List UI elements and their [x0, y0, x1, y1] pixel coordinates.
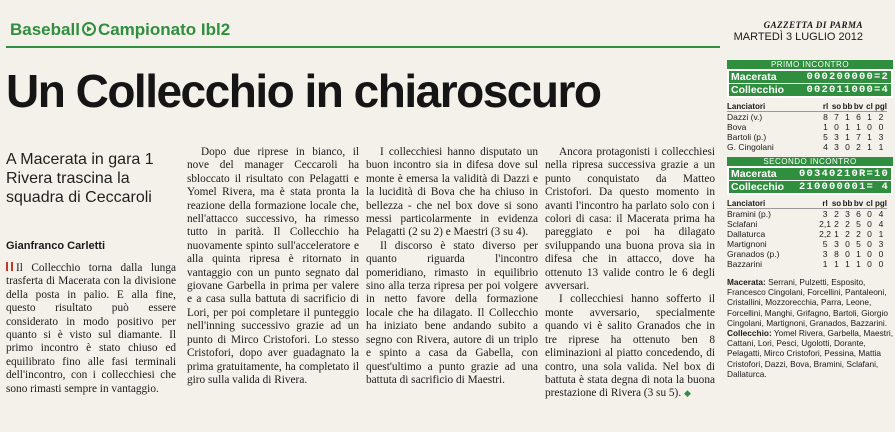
stat-cell: 1	[856, 259, 861, 269]
column-header: cl	[864, 199, 875, 209]
team-name: Macerata	[729, 71, 793, 83]
team-name: Macerata	[729, 168, 793, 180]
table-row	[727, 209, 887, 220]
stat-cell: 2	[856, 229, 861, 239]
stat-cell: 3	[845, 209, 850, 219]
table-row	[727, 229, 887, 239]
column-header: Lanciatori	[727, 199, 819, 209]
stat-cell: 3	[822, 209, 828, 219]
stat-cell: 2	[845, 229, 850, 239]
stat-cell: 0	[845, 249, 850, 259]
table-row	[727, 239, 887, 249]
article-column-3	[366, 146, 538, 387]
stat-cell: 5	[856, 219, 861, 229]
stat-cell: 2,2	[819, 229, 831, 239]
stat-cell: 1	[878, 142, 884, 152]
stat-cell: 5	[856, 239, 861, 249]
column-header: bb	[842, 199, 853, 208]
column-header: cl	[864, 102, 875, 112]
article-column-2	[187, 146, 359, 387]
end-diamond-icon: ◆	[683, 388, 691, 399]
stat-cell: 0	[834, 122, 839, 132]
stat-cell: 1	[856, 249, 861, 259]
table-row	[727, 142, 887, 152]
stat-cell: 0	[867, 249, 872, 259]
pitcher-name: Bartoli (p.)	[727, 132, 767, 142]
roster-label: Collecchio:	[727, 328, 772, 339]
stat-cell: 4	[878, 219, 884, 229]
pitcher-name: Granados (p.)	[727, 249, 780, 259]
scoreboard-row	[729, 71, 891, 83]
stat-cell: 2	[878, 112, 884, 122]
page-header	[0, 0, 895, 50]
table-row	[727, 122, 887, 132]
roster-names: Yomel Rivera, Garbella, Maestri, Cattani, Lori, Pesci, Ugolotti, Dorante, Pelagatti, Mirco Cristofori, Pessina, Mattia Cristofori, Dazzi, Bova, Bramini, Sclafani, Dallaturca.	[727, 328, 893, 379]
stat-cell: 3	[878, 239, 884, 249]
team-name: Collecchio	[729, 84, 793, 96]
stat-cell: 3	[834, 239, 839, 249]
game-1-scoreboard	[727, 69, 893, 98]
game-2-scoreboard	[727, 166, 893, 195]
section-label: Baseball	[10, 20, 80, 39]
stat-cell: 1	[822, 259, 828, 269]
stat-cell: 8	[823, 112, 828, 122]
stat-cell: 0	[878, 249, 884, 259]
stat-cell: 1	[845, 122, 850, 132]
stat-cell: 0	[878, 122, 884, 132]
issue-date: MARTEDÌ 3 LUGLIO 2012	[733, 31, 863, 43]
stat-cell: 1	[834, 229, 839, 239]
stat-cell: 7	[856, 132, 861, 142]
stat-cell: 0	[878, 259, 884, 269]
stat-cell: 1	[845, 112, 850, 122]
stat-cell: 4	[878, 209, 884, 219]
article-column-1	[6, 262, 176, 396]
pitchers-table	[727, 102, 887, 152]
macerata-roster	[727, 277, 893, 328]
table-row	[727, 132, 887, 142]
game-1-pitcher-rows	[727, 112, 887, 153]
scoreboard-row	[729, 168, 891, 180]
column-header: bb	[842, 102, 853, 111]
table-header	[727, 102, 887, 112]
stat-cell: 4	[823, 142, 828, 152]
pitcher-name: Bazzarini	[727, 259, 762, 269]
stat-cell: 1	[856, 122, 861, 132]
column-3-paragraph-2: Il discorso è stato diverso per quanto riguarda l'incontro pomeridiano, rimasto in equilibrio sino alla terza ripresa per poi volgere in netto favore della formazione locale che ha dilagato. Il Collecchio ha iniziato bene andando subito a segno con Rivera, autore di un triplo e spinto a casa da Gabella, con quest'ultimo a punto grazie ad una battuta di sacrificio di Maestri.	[366, 239, 538, 386]
pitchers-table	[727, 199, 887, 269]
table-row	[727, 219, 887, 229]
column-3-paragraph-1: I collecchiesi hanno disputato un buon incontro sia in difesa dove sul monte è emersa la validità di Dazzi e la lucidità di Bova che ha chiuso in bellezza - che nel box dove si sono messi particolarmente in evidenza Pelagatti (2 su 2) e Maestri (3 su 4).	[366, 146, 538, 239]
team-name: Collecchio	[729, 181, 793, 193]
stat-cell: 0	[867, 239, 872, 249]
stat-cell: 6	[856, 209, 861, 219]
section-title	[10, 20, 230, 40]
column-header: pgl	[875, 199, 887, 208]
header-rule	[6, 46, 720, 48]
column-header: Lanciatori	[727, 102, 820, 112]
stat-cell: 1	[878, 229, 884, 239]
table-row	[727, 259, 887, 269]
column-header: rl	[820, 102, 831, 112]
rosters	[727, 277, 893, 379]
roster-label: Macerata:	[727, 277, 766, 287]
stat-cell: 0	[845, 239, 850, 249]
stat-cell: 0	[867, 229, 872, 239]
subsection-label: Campionato Ibl2	[97, 20, 231, 39]
stat-cell: 1	[845, 132, 850, 142]
stat-cell: 3	[878, 132, 884, 142]
game-2-pitcher-rows	[727, 209, 887, 270]
headline: Un Collecchio in chiaroscuro	[6, 65, 601, 117]
author-byline: Gianfranco Carletti	[6, 240, 106, 252]
stat-cell: 1	[834, 259, 839, 269]
stat-cell: 8	[834, 249, 839, 259]
roster-names: Serrani, Pulzetti, Esposito, Francesco Cingolani, Forcellini, Pantaleoni, Cristallini, Mozzorecchia, Parra, Leone, Forcellini, Manghi, Grifagno, Bartoli, Giorgio Cingolani, Martignoni, Granados, Bazzarini.	[727, 277, 888, 328]
column-header: so	[831, 102, 842, 111]
subheadline: A Macerata in gara 1 Rivera trascina la squadra di Ceccaroli	[6, 151, 154, 206]
stat-cell: 1	[867, 142, 872, 152]
pitcher-name: Dazzi (v.)	[727, 112, 763, 122]
stat-cell: 0	[845, 142, 850, 152]
stat-cell: 1	[845, 259, 850, 269]
arrow-icon	[82, 22, 96, 36]
stat-cell: 3	[822, 249, 828, 259]
line-score: 210000001= 4	[793, 181, 891, 193]
stat-cell: 3	[834, 132, 839, 142]
stat-cell: 0	[867, 209, 872, 219]
newspaper-name: GAZZETTA DI PARMA	[763, 20, 863, 30]
column-2-text: Dopo due riprese in bianco, il nove del manager Ceccaroli ha sbloccato il risultato con Pelagatti e Yomel Rivera, ma è stata pronta la reazione della formazione locale che, nell'attacco successivo, ha rimesso tutto in parità. Il Collecchio ha nuovamente spinto sull'acceleratore e alla quinta ripresa è ritornato in vantaggio con un punto segnato dal giovane Garbella in prima per valere e a casa sulla battuta di sacrificio di Lori, per poi completare il punteggio nell'inning successivo grazie ad un punto di Mirco Cristofori. Lo stesso Cristofori, dopo aver guadagnato la prima gratuitamente, ha completato il giro sulla valida di Rivera.	[187, 146, 359, 386]
table-row	[727, 249, 887, 259]
box-score	[727, 60, 893, 426]
column-4-paragraph-1: Ancora protagonisti i collecchiesi nella ripresa successiva grazie a un punto conquistato da Matteo Cristofori. Da questo momento in avanti l'incontro ha parlato solo con i colori di casa: il Macerata prima ha pareggiato e poi ha dilagato sviluppando una buona prova sia in difesa che in attacco, dove ha ottenuto 13 valide contro le 6 degli avversari.	[545, 146, 715, 293]
pitcher-name: Bova	[727, 122, 747, 132]
scoreboard-row	[729, 181, 891, 193]
stat-cell: 5	[823, 132, 828, 142]
stat-cell: 0	[867, 259, 872, 269]
column-1-text: Il Collecchio torna dalla lunga trasferta di Macerata con la divisione della posta in palio. E alla fine, questo risultato può essere considerato in modo positivo per quanto si è visto sul diamante. Il primo incontro è stato chiuso ed equilibrato fino alle fasi terminali dell'incontro, con i collecchiesi che sono rimasti sempre in vantaggio.	[6, 262, 176, 395]
pitcher-name: G. Cingolani	[727, 142, 774, 152]
stat-cell: 1	[867, 112, 872, 122]
column-header: bv	[853, 199, 864, 208]
pitcher-name: Martignoni	[727, 239, 767, 249]
column-4-paragraph-2: I collecchiesi hanno sofferto il monte avversario, specialmente quando vi è salito Granados che in tre riprese ha ottenuto ben 8 eliminazioni al piatto concedendo, di contro, una sola valida. Nel box di battuta è stata degna di nota la buona prestazione di Rivera (3 su 5).	[545, 293, 715, 400]
stat-cell: 2	[856, 142, 861, 152]
game-1-pitchers	[727, 102, 893, 152]
column-header: bv	[853, 102, 864, 111]
game-2-pitchers	[727, 199, 893, 269]
pitcher-name: Sclafani	[727, 219, 758, 229]
paragraph-marker-icon	[6, 262, 13, 271]
game-2-label: SECONDO INCONTRO	[727, 157, 893, 166]
column-header: so	[831, 199, 842, 208]
column-header: pgl	[875, 102, 887, 111]
stat-cell: 3	[834, 142, 839, 152]
pitcher-name: Dallaturca	[727, 229, 766, 239]
collecchio-roster	[727, 328, 893, 379]
stat-cell: 2	[845, 219, 850, 229]
column-header: rl	[819, 199, 831, 209]
stat-cell: 2	[834, 219, 839, 229]
stat-cell: 1	[823, 122, 828, 132]
table-row	[727, 112, 887, 123]
stat-cell: 6	[856, 112, 861, 122]
line-score: 000200000=2	[793, 71, 891, 83]
stat-cell: 0	[867, 219, 872, 229]
article-column-4	[545, 146, 715, 401]
table-header	[727, 199, 887, 209]
stat-cell: 2,1	[819, 219, 831, 229]
pitcher-name: Bramini (p.)	[727, 209, 771, 219]
line-score: 002011000=4	[793, 84, 891, 96]
stat-cell: 2	[834, 209, 839, 219]
stat-cell: 7	[834, 112, 839, 122]
stat-cell: 1	[867, 132, 872, 142]
stat-cell: 5	[822, 239, 828, 249]
game-1-label: PRIMO INCONTRO	[727, 60, 893, 69]
stat-cell: 0	[867, 122, 872, 132]
line-score: 00340210R=10	[793, 168, 891, 180]
scoreboard-row	[729, 84, 891, 96]
